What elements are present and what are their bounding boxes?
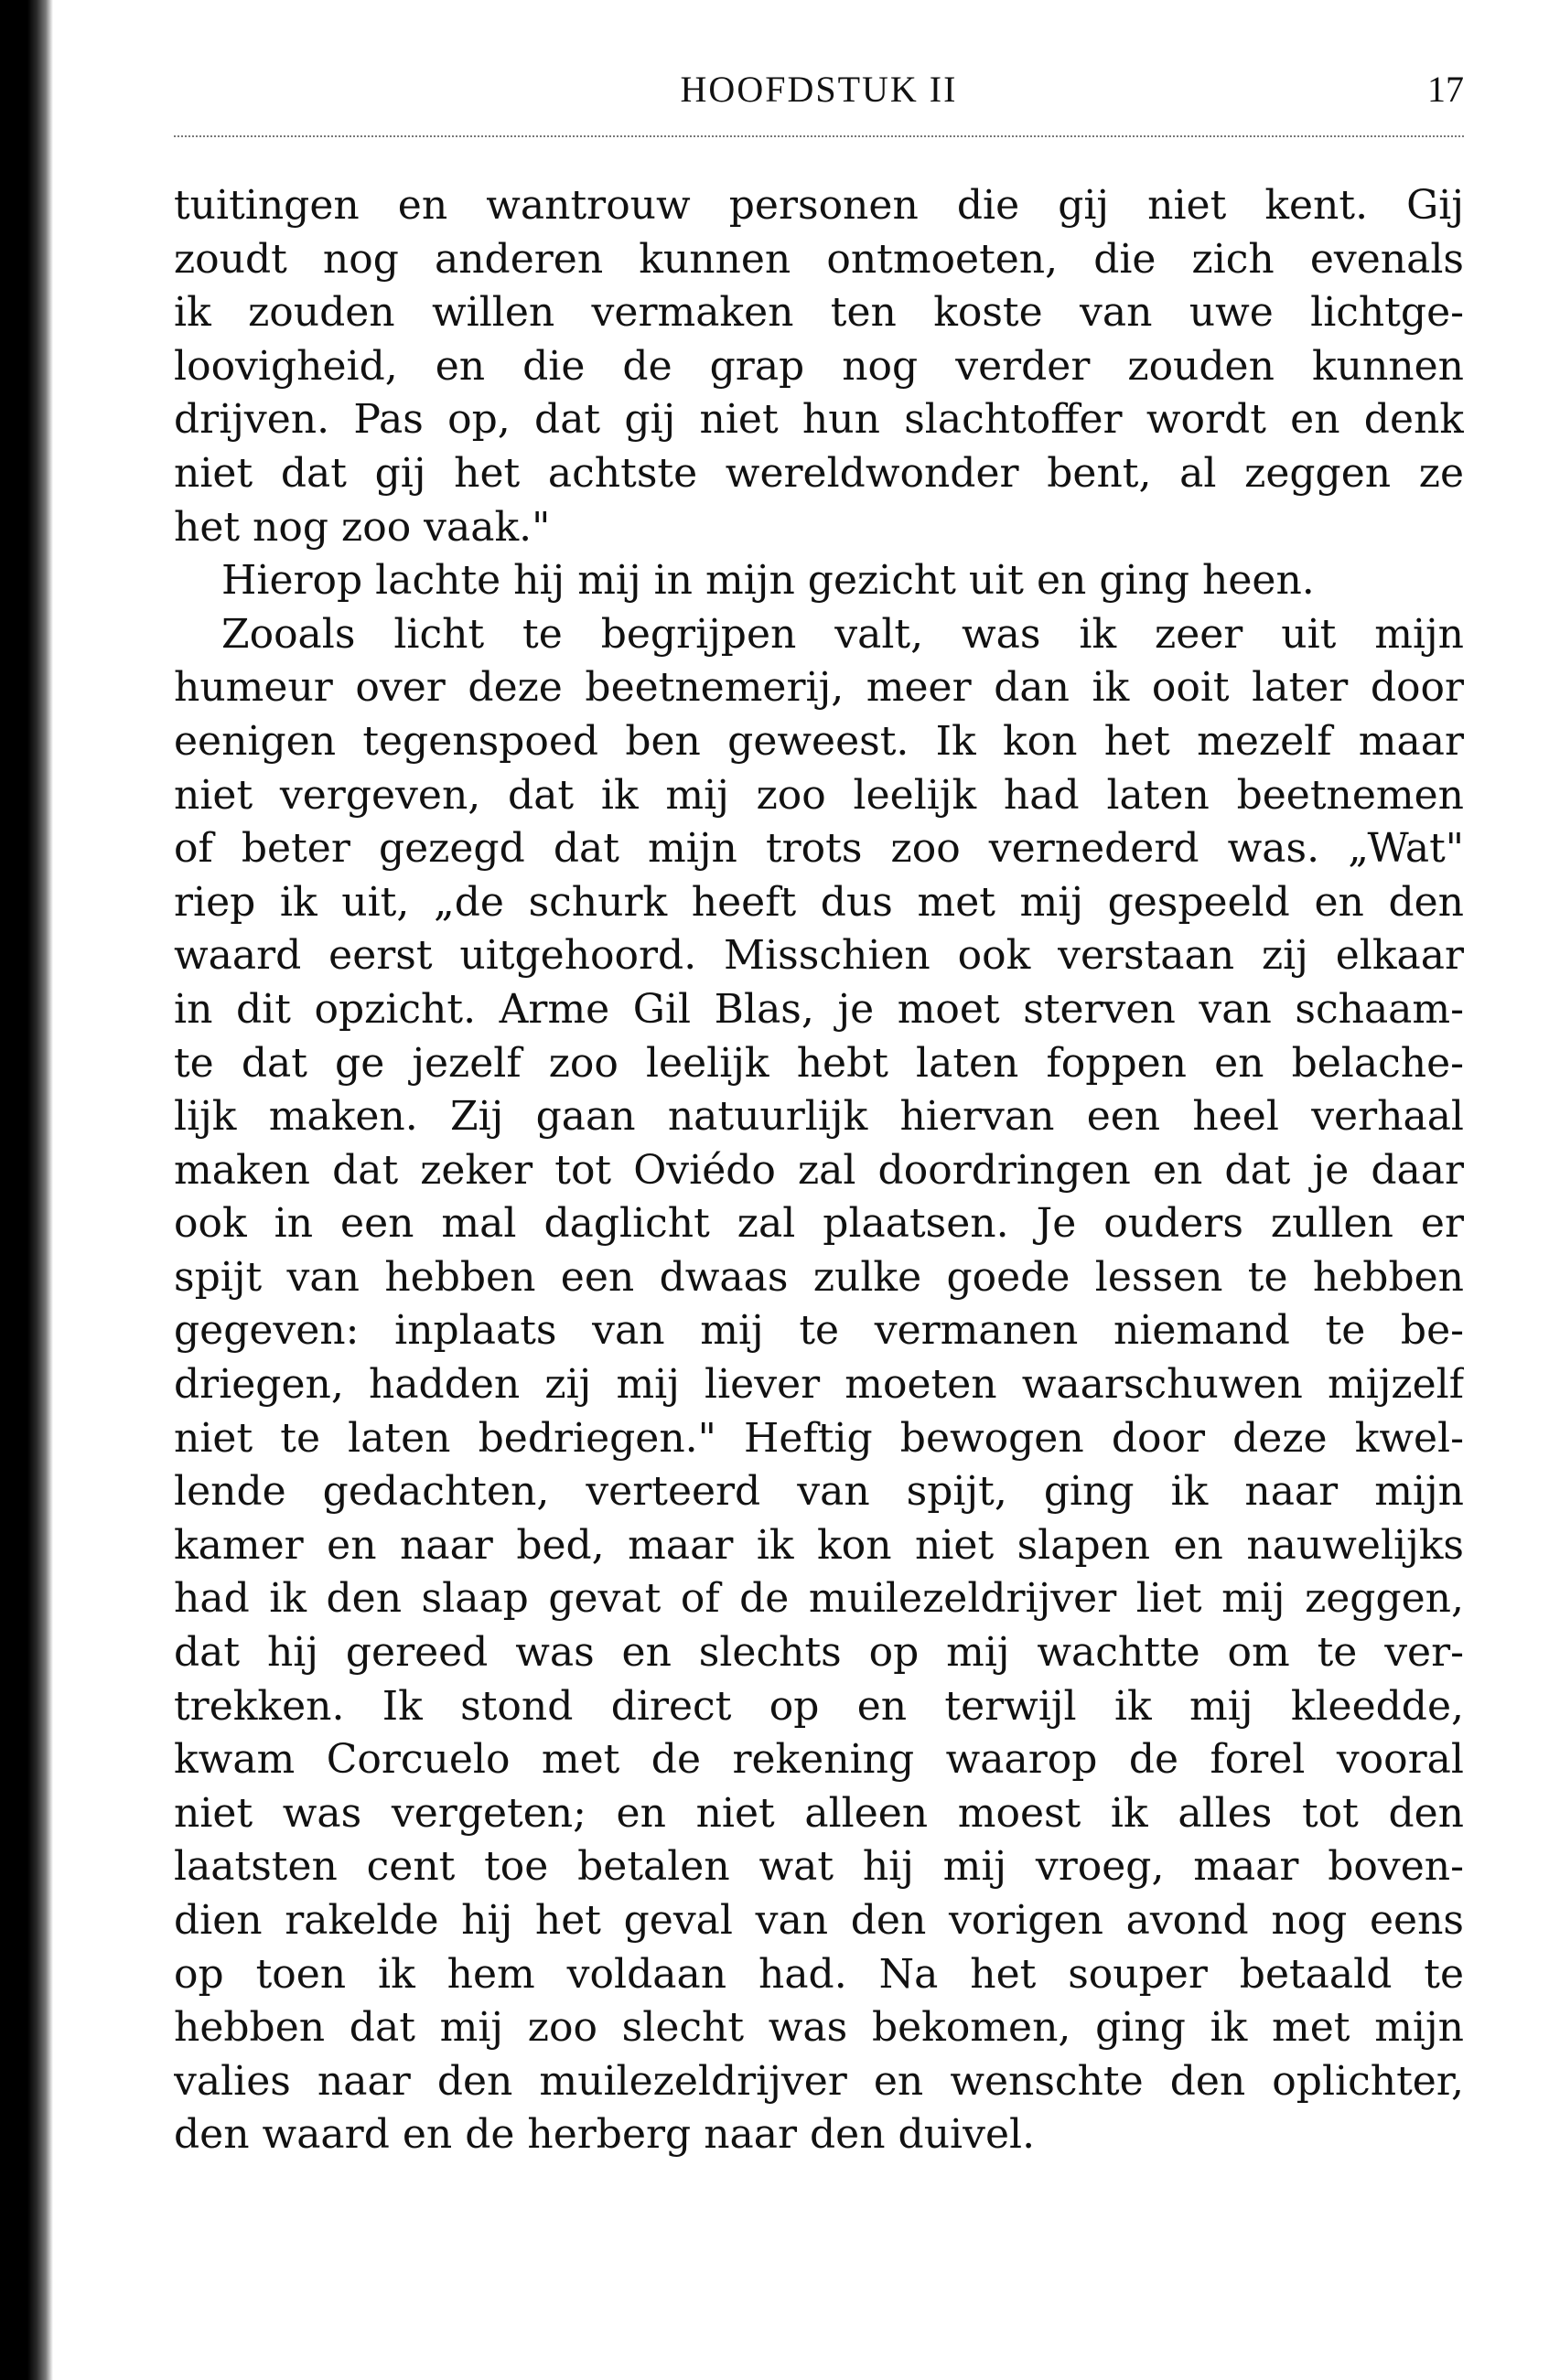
text-line: dat hij gereed was en slechts op mij wachtte om te ver- — [174, 1629, 1464, 1677]
text-line: niet was vergeten; en niet alleen moest ik alles tot den — [174, 1789, 1464, 1837]
text-line: loovigheid, en die de grap nog verder zouden kunnen — [174, 342, 1464, 390]
text-line: Zooals licht te begrijpen valt, was ik zeer uit mijn — [221, 610, 1464, 658]
text-line: niet te laten bedriegen." Heftig bewogen door deze kwel- — [174, 1414, 1464, 1462]
text-line: lijk maken. Zij gaan natuurlijk hiervan een heel verhaal — [174, 1093, 1464, 1141]
paragraph-3 — [174, 608, 1464, 2162]
text-line: het nog zoo vaak." — [174, 503, 551, 551]
text-line: hebben dat mij zoo slecht was bekomen, ging ik met mijn — [174, 2004, 1464, 2052]
text-line: had ik den slaap gevat of de muilezeldrijver liet mij zeggen, — [174, 1575, 1464, 1623]
text-line: riep ik uit, „de schurk heeft dus met mij gespeeld en den — [174, 878, 1464, 926]
header-divider — [174, 135, 1464, 137]
text-line: den waard en de herberg naar den duivel. — [174, 2111, 1036, 2159]
text-line: driegen, hadden zij mij liever moeten waarschuwen mijzelf — [174, 1361, 1464, 1409]
text-line: in dit opzicht. Arme Gil Blas, je moet sterven van schaam- — [174, 985, 1464, 1033]
text-line: niet vergeven, dat ik mij zoo leelijk had laten beetnemen — [174, 771, 1464, 819]
text-line: maken dat zeker tot Oviédo zal doordringen en dat je daar — [174, 1146, 1464, 1194]
text-line: tuitingen en wantrouw personen die gij niet kent. Gij — [174, 182, 1464, 229]
page-number: 17 — [1427, 69, 1464, 110]
body-text — [174, 179, 1464, 2162]
book-binding-edge — [0, 0, 53, 2380]
text-line: spijt van hebben een dwaas zulke goede lessen te hebben — [174, 1253, 1464, 1301]
text-line: te dat ge jezelf zoo leelijk hebt laten foppen en belache- — [174, 1039, 1464, 1087]
text-line: gegeven: inplaats van mij te vermanen niemand te be- — [174, 1307, 1464, 1355]
text-line: kamer en naar bed, maar ik kon niet slapen en nauwelijks — [174, 1521, 1464, 1569]
running-title: HOOFDSTUK II — [680, 69, 958, 110]
text-line: Hierop lachte hij mij in mijn gezicht uit en ging heen. — [221, 557, 1315, 605]
text-line: ik zouden willen vermaken ten koste van uwe lichtge- — [174, 289, 1464, 337]
text-line: niet dat gij het achtste wereldwonder bent, al zeggen ze — [174, 449, 1464, 497]
text-line: laatsten cent toe betalen wat hij mij vroeg, maar boven- — [174, 1843, 1464, 1891]
text-line: valies naar den muilezeldrijver en wenschte den oplichter, — [174, 2057, 1464, 2105]
paragraph-2 — [174, 554, 1464, 608]
text-line: trekken. Ik stond direct op en terwijl ik mij kleedde, — [174, 1682, 1464, 1730]
text-line: kwam Corcuelo met de rekening waarop de forel vooral — [174, 1736, 1464, 1784]
text-line: dien rakelde hij het geval van den vorigen avond nog eens — [174, 1897, 1464, 1944]
text-line: humeur over deze beetnemerij, meer dan ik ooit later door — [174, 664, 1464, 712]
text-line: eenigen tegenspoed ben geweest. Ik kon het mezelf maar — [174, 717, 1464, 765]
text-line: of beter gezegd dat mijn trots zoo vernederd was. „Wat" — [174, 825, 1464, 873]
text-line: lende gedachten, verteerd van spijt, ging ik naar mijn — [174, 1468, 1464, 1516]
paragraph-1 — [174, 179, 1464, 554]
text-line: op toen ik hem voldaan had. Na het souper betaald te — [174, 1950, 1464, 1998]
text-line: ook in een mal daglicht zal plaatsen. Je ouders zullen er — [174, 1200, 1464, 1248]
text-line: drijven. Pas op, dat gij niet hun slachtoffer wordt en denk — [174, 396, 1464, 444]
text-line: zoudt nog anderen kunnen ontmoeten, die zich evenals — [174, 235, 1464, 283]
text-line: waard eerst uitgehoord. Misschien ook verstaan zij elkaar — [174, 932, 1464, 980]
page-header — [174, 62, 1464, 126]
